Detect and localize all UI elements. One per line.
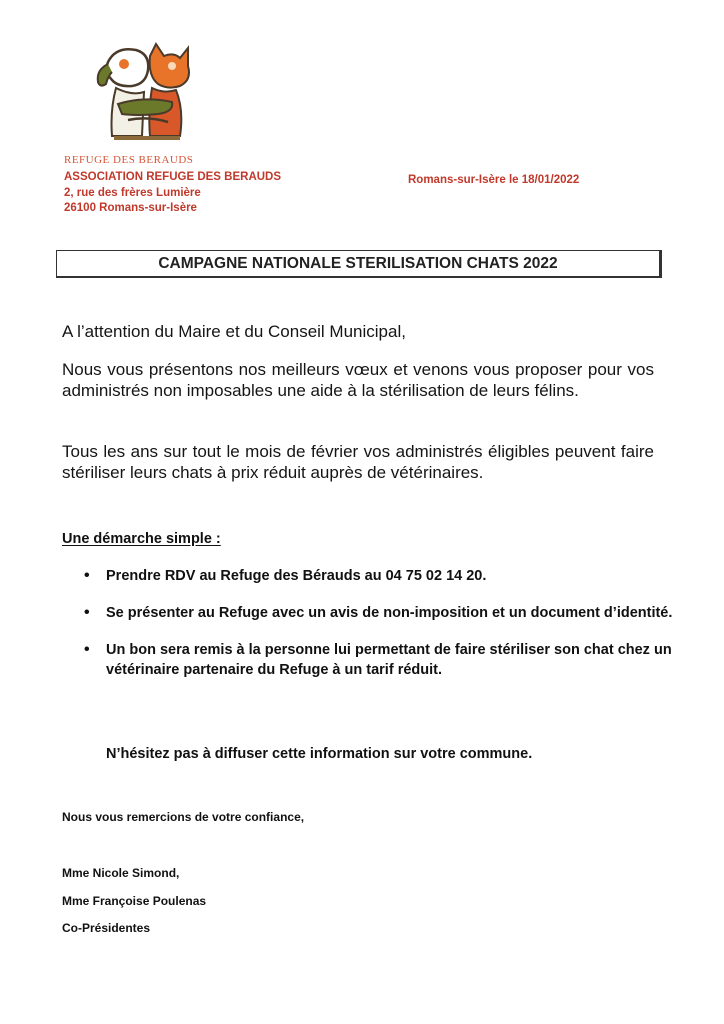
org-name: ASSOCIATION REFUGE DES BERAUDS — [64, 171, 282, 183]
signatory-role: Co-Présidentes — [62, 921, 151, 935]
steps-list — [84, 566, 674, 697]
org-logo-caption: REFUGE DES BERAUDS — [64, 154, 194, 166]
closing-line: Nous vous remercions de votre confiance, — [62, 810, 305, 824]
address-line-1: 2, rue des frères Lumière — [64, 186, 201, 199]
address-line-2: 26100 Romans-sur-Isère — [64, 202, 197, 214]
intro-paragraph: Nous vous présentons nos meilleurs vœux et venons vous proposer pour vos administrés non imposables une aide à la stérilisation de leurs félins. — [62, 360, 654, 400]
steps-heading-text: Une démarche simple — [62, 531, 212, 547]
campaign-title: CAMPAGNE NATIONALE STERILISATION CHATS 2022 — [158, 254, 558, 272]
letter-date: Romans-sur-Isère le 18/01/2022 — [408, 174, 580, 186]
signatory-name-2: Mme Françoise Poulenas — [62, 894, 207, 908]
schedule-paragraph: Tous les ans sur tout le mois de février vos administrés éligibles peuvent faire stériliser leurs chats à prix réduit auprès de vétérinaires. — [62, 442, 654, 482]
refuge-logo-icon — [88, 40, 208, 148]
share-notice: N’hésitez pas à diffuser cette information sur votre commune. — [106, 746, 533, 762]
steps-heading — [62, 531, 221, 547]
list-item: • Prendre RDV au Refuge des Bérauds au 04 75 02 14 20. — [84, 566, 674, 586]
list-item: • Se présenter au Refuge avec un avis de non-imposition et un document d’identité. — [84, 603, 674, 623]
sender-address-block — [64, 170, 281, 217]
campaign-title-banner — [56, 250, 662, 278]
list-item: • Un bon sera remis à la personne lui permettant de faire stériliser son chat chez un vétérinaire partenaire du Refuge à un tarif réduit. — [84, 640, 674, 680]
signatory-name-1: Mme Nicole Simond, — [62, 866, 180, 880]
salutation: A l’attention du Maire et du Conseil Municipal, — [62, 322, 406, 341]
steps-heading-colon: : — [211, 531, 221, 547]
